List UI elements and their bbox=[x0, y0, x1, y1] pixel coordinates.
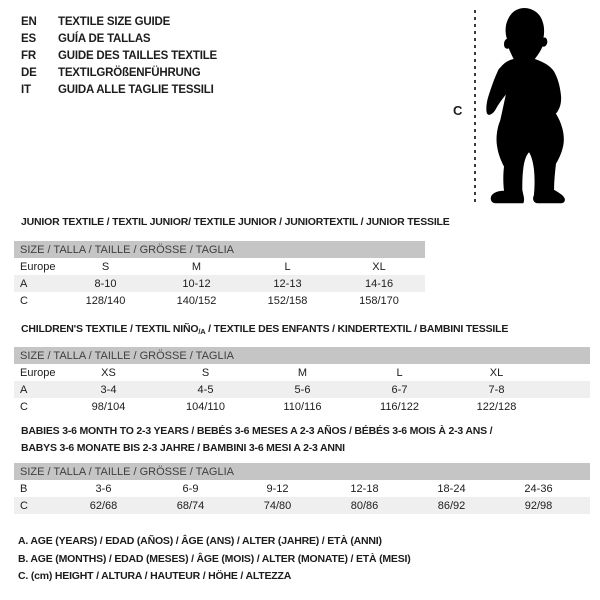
table-row bbox=[14, 292, 425, 309]
babies-size-table bbox=[14, 463, 590, 514]
size-cell: 110/116 bbox=[283, 400, 322, 413]
size-cell: 9-12 bbox=[266, 482, 289, 495]
language-title: GUÍA DE TALLAS bbox=[58, 32, 151, 45]
size-cell: 3-6 bbox=[95, 482, 112, 495]
height-measure-dotted-line bbox=[474, 10, 476, 206]
children-title-suffix: / TEXTILE DES ENFANTS / KINDERTEXTIL / BAMBINI TESSILE bbox=[205, 323, 509, 335]
children-size-table bbox=[14, 347, 590, 415]
language-row bbox=[21, 30, 217, 47]
children-title-prefix: CHILDREN'S TEXTILE / TEXTIL NIÑO bbox=[21, 323, 199, 335]
table-row bbox=[14, 275, 425, 292]
language-title: GUIDA ALLE TAGLIE TESSILI bbox=[58, 83, 214, 96]
language-row bbox=[21, 47, 217, 64]
babies-table-title bbox=[21, 423, 492, 457]
table-row bbox=[14, 398, 590, 415]
language-code: DE bbox=[21, 66, 37, 79]
size-cell: 10-12 bbox=[182, 277, 211, 290]
height-measure-label: C bbox=[453, 103, 463, 118]
size-cell: 158/170 bbox=[359, 294, 399, 307]
size-header-label: SIZE / TALLA / TAILLE / GRÖSSE / TAGLIA bbox=[14, 241, 425, 258]
children-table-title bbox=[21, 321, 508, 340]
legend-line-c: C. (cm) HEIGHT / ALTURA / HAUTEUR / HÖHE / ALTEZZA bbox=[18, 570, 292, 582]
table-row bbox=[14, 258, 425, 275]
row-label-cell: C bbox=[20, 400, 28, 413]
size-cell: 14-16 bbox=[364, 277, 394, 290]
language-code: IT bbox=[21, 83, 31, 96]
size-cell: 24-36 bbox=[524, 482, 553, 495]
table-row bbox=[14, 480, 590, 497]
language-row bbox=[21, 13, 217, 30]
size-cell: XL bbox=[372, 260, 386, 273]
size-cell: 68/74 bbox=[176, 499, 205, 512]
size-cell: 152/158 bbox=[267, 294, 308, 307]
size-cell: 104/110 bbox=[186, 400, 225, 413]
size-cell: M bbox=[297, 366, 308, 379]
size-cell: 12-13 bbox=[273, 277, 302, 290]
size-cell: 4-5 bbox=[197, 383, 214, 396]
language-title: TEXTILE SIZE GUIDE bbox=[58, 15, 171, 28]
size-cell: L bbox=[396, 366, 403, 379]
size-header-label: SIZE / TALLA / TAILLE / GRÖSSE / TAGLIA bbox=[14, 463, 590, 480]
size-cell: 116/122 bbox=[380, 400, 419, 413]
size-cell: L bbox=[284, 260, 291, 273]
language-row bbox=[21, 81, 217, 98]
children-title-subscript: /A bbox=[198, 327, 206, 336]
junior-size-table bbox=[14, 241, 425, 309]
size-cell: 8-10 bbox=[94, 277, 117, 290]
size-cell: 92/98 bbox=[524, 499, 553, 512]
size-cell: 98/104 bbox=[91, 400, 126, 413]
legend-line-b: B. AGE (MONTHS) / EDAD (MESES) / ÂGE (MOIS) / ALTER (MONATE) / ETÀ (MESI) bbox=[18, 552, 411, 565]
toddler-silhouette-image bbox=[483, 7, 577, 209]
size-cell: 6-9 bbox=[182, 482, 199, 495]
row-label-cell: B bbox=[20, 482, 28, 495]
size-cell: M bbox=[191, 260, 202, 273]
row-label-cell: C bbox=[20, 294, 28, 307]
filler-cell bbox=[545, 381, 590, 398]
row-label-cell: Europe bbox=[20, 260, 56, 273]
size-cell: 128/140 bbox=[85, 294, 126, 307]
size-cell: 122/128 bbox=[476, 400, 517, 413]
size-header-bar bbox=[14, 463, 590, 480]
size-cell: 62/68 bbox=[89, 499, 118, 512]
measure-legend bbox=[18, 535, 411, 588]
size-header-bar bbox=[14, 241, 425, 258]
size-cell: S bbox=[101, 260, 110, 273]
size-cell: 6-7 bbox=[391, 383, 408, 396]
row-label-cell: Europe bbox=[20, 366, 56, 379]
junior-table-title: JUNIOR TEXTILE / TEXTIL JUNIOR/ TEXTILE JUNIOR / JUNIORTEXTIL / JUNIOR TESSILE bbox=[21, 216, 450, 228]
size-cell: XL bbox=[489, 366, 504, 379]
language-title: TEXTILGRÖßENFÜHRUNG bbox=[58, 66, 201, 79]
table-row bbox=[14, 364, 590, 381]
size-cell: S bbox=[201, 366, 210, 379]
filler-cell bbox=[545, 364, 590, 381]
row-label-cell: A bbox=[20, 383, 28, 396]
size-cell: 18-24 bbox=[437, 482, 466, 495]
size-cell: 3-4 bbox=[100, 383, 117, 396]
table-row bbox=[14, 497, 590, 514]
size-cell: 12-18 bbox=[350, 482, 379, 495]
size-cell: 5-6 bbox=[294, 383, 311, 396]
language-code: EN bbox=[21, 15, 37, 28]
language-code: ES bbox=[21, 32, 36, 45]
row-label-cell: A bbox=[20, 277, 28, 290]
size-cell: 74/80 bbox=[263, 499, 292, 512]
filler-cell bbox=[582, 480, 590, 497]
size-header-label: SIZE / TALLA / TAILLE / GRÖSSE / TAGLIA bbox=[14, 347, 590, 364]
size-header-bar bbox=[14, 347, 590, 364]
babies-title-line2: BABYS 3-6 MONATE BIS 2-3 JAHRE / BAMBINI 3-6 MESI A 2-3 ANNI bbox=[21, 442, 345, 454]
filler-cell bbox=[582, 497, 590, 514]
size-cell: 80/86 bbox=[350, 499, 379, 512]
language-title: GUIDE DES TAILLES TEXTILE bbox=[58, 49, 217, 62]
size-cell: 86/92 bbox=[437, 499, 466, 512]
language-title-list bbox=[21, 13, 217, 98]
size-cell: 140/152 bbox=[176, 294, 217, 307]
language-row bbox=[21, 64, 217, 81]
filler-cell bbox=[545, 398, 590, 415]
language-code: FR bbox=[21, 49, 36, 62]
legend-line-a: A. AGE (YEARS) / EDAD (AÑOS) / ÂGE (ANS) / ALTER (JAHRE) / ETÀ (ANNI) bbox=[18, 535, 382, 547]
row-label-cell: C bbox=[20, 499, 28, 512]
babies-title-line1: BABIES 3-6 MONTH TO 2-3 YEARS / BEBÉS 3-6 MESES A 2-3 AÑOS / BÉBÉS 3-6 MOIS À 2-3 ANS / bbox=[21, 425, 493, 437]
table-row bbox=[14, 381, 590, 398]
size-cell: 7-8 bbox=[488, 383, 505, 396]
size-cell: XS bbox=[101, 366, 116, 379]
